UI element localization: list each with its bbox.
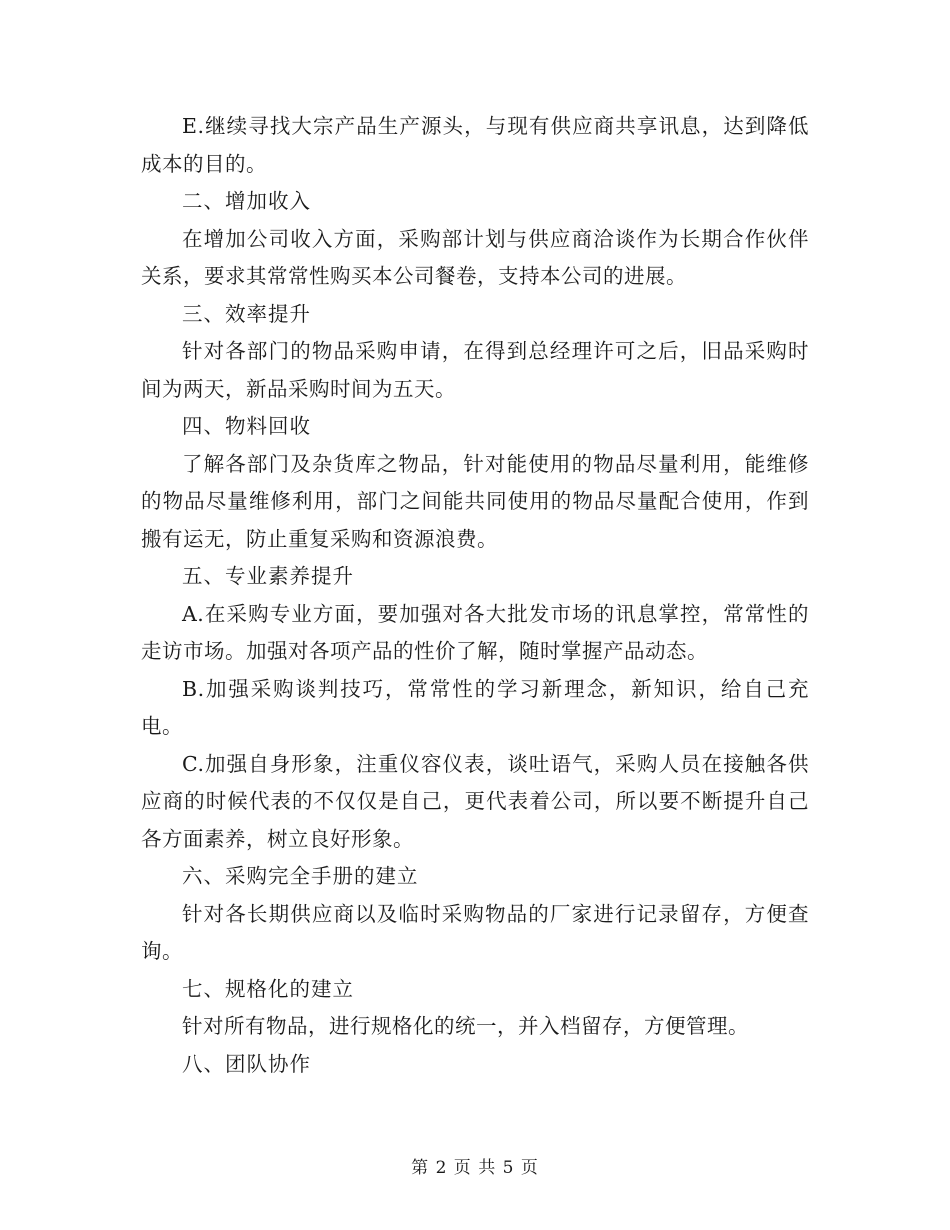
paragraph-standardization: 针对所有物品，进行规格化的统一，并入档留存，方便管理。 bbox=[182, 1014, 749, 1038]
paragraph-professional-b: B.加强采购谈判技巧，常常性的学习新理念，新知识，给自己充电。 bbox=[141, 676, 809, 738]
paragraph-professional-c: C.加强自身形象，注重仪容仪表，谈吐语气，采购人员在接触各供应商的时候代表的不仅仅是自己，更代表着公司，所以要不断提升自己各方面素养，树立良好形象。 bbox=[141, 751, 809, 851]
section-heading-7: 七、规格化的建立 bbox=[182, 976, 354, 1001]
section-heading-8: 八、团队协作 bbox=[182, 1051, 311, 1076]
section-heading-4: 四、物料回收 bbox=[182, 414, 311, 438]
paragraph-e-cost-reduction: E.继续寻找大宗产品生产源头，与现有供应商共享讯息，达到降低成本的目的。 bbox=[141, 114, 809, 176]
page-number-footer: 第 2 页 共 5 页 bbox=[411, 1158, 539, 1178]
paragraph-efficiency: 针对各部门的物品采购申请，在得到总经理许可之后，旧品采购时间为两天，新品采购时间为五天。 bbox=[141, 339, 809, 401]
paragraph-increase-income: 在增加公司收入方面，采购部计划与供应商洽谈作为长期合作伙伴关系，要求其常常性购买本公司餐卷，支持本公司的进展。 bbox=[141, 226, 809, 288]
paragraph-manual: 针对各长期供应商以及临时采购物品的厂家进行记录留存，方便查询。 bbox=[141, 901, 809, 963]
document-body bbox=[141, 108, 809, 1083]
section-heading-6: 六、采购完全手册的建立 bbox=[182, 864, 419, 888]
paragraph-material-recovery: 了解各部门及杂货库之物品，针对能使用的物品尽量利用，能维修的物品尽量维修利用，部门之间能共同使用的物品尽量配合使用，作到搬有运无，防止重复采购和资源浪费。 bbox=[141, 451, 809, 551]
section-heading-5: 五、专业素养提升 bbox=[182, 564, 354, 588]
section-heading-3: 三、效率提升 bbox=[182, 301, 311, 326]
paragraph-professional-a: A.在采购专业方面，要加强对各大批发市场的讯息掌控，常常性的走访市场。加强对各项产品的性价了解，随时掌握产品动态。 bbox=[141, 601, 809, 663]
section-heading-2: 二、增加收入 bbox=[182, 189, 311, 213]
